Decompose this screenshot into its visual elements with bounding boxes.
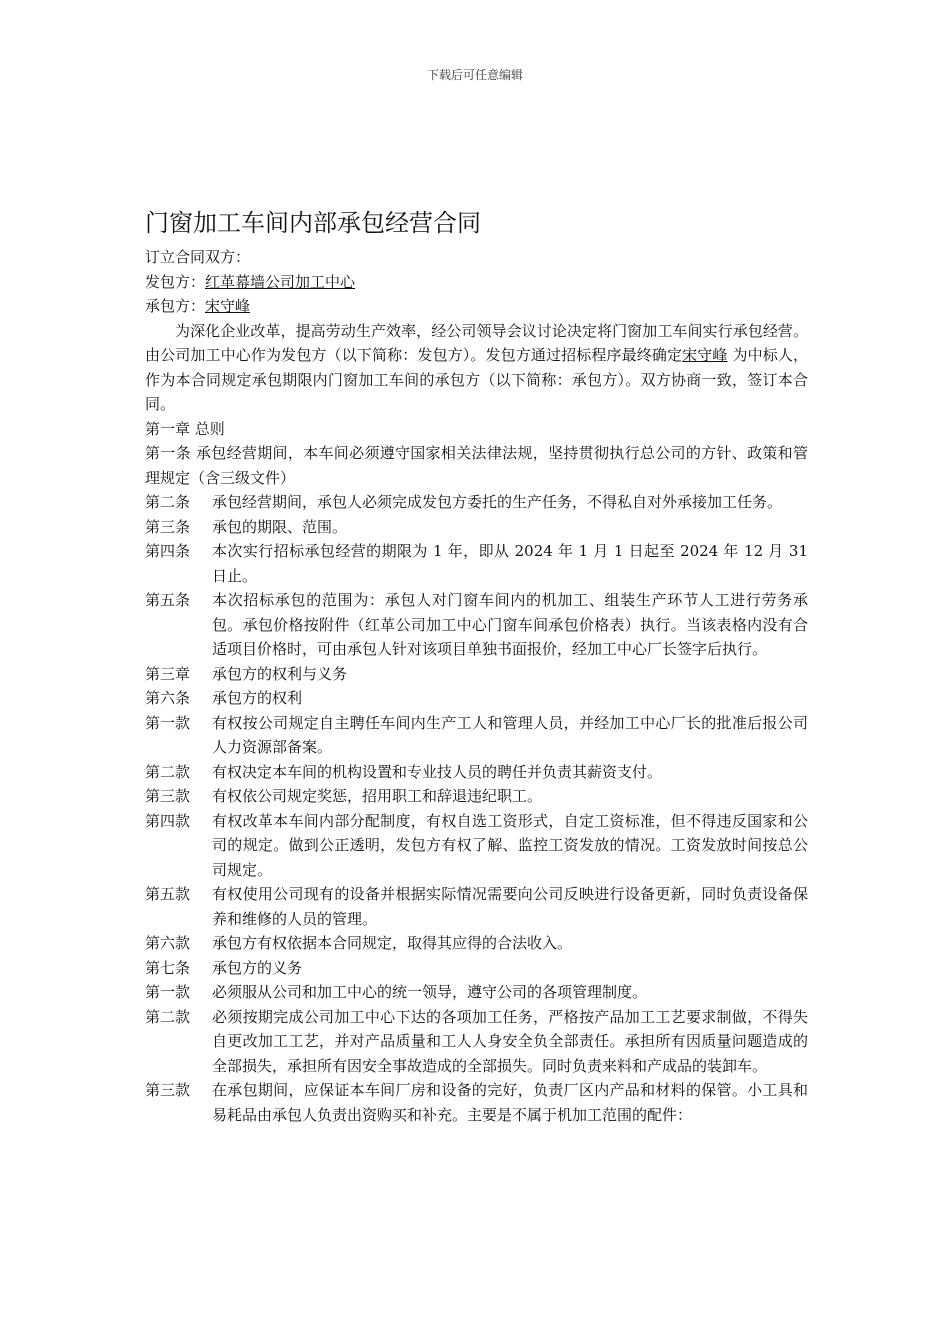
parties-intro: 订立合同双方： bbox=[145, 248, 251, 266]
clause-label: 第三款 bbox=[145, 1081, 191, 1099]
clause-item bbox=[145, 931, 808, 956]
clause-item bbox=[145, 760, 808, 785]
chapter-heading: 第一章 总则 bbox=[145, 419, 225, 438]
clause-label: 第三款 bbox=[145, 787, 191, 805]
clause-item bbox=[145, 588, 808, 662]
clause-item bbox=[145, 980, 808, 1005]
clause-label: 第二条 bbox=[145, 493, 191, 511]
article-1: 第一条 承包经营期间，本车间必须遵守国家相关法律法规，坚持贯彻执行总公司的方针、政策和管理规定（含三级文件） bbox=[145, 444, 808, 487]
clause-label: 第二款 bbox=[145, 762, 191, 781]
issuer-line bbox=[145, 270, 808, 295]
clause-label: 第一款 bbox=[145, 713, 191, 732]
clause-text: 必须按期完成公司加工中心下达的各项加工任务，严格按产品加工工艺要求制做，不得失自更改加工工艺，并对产品质量和工人人身安全负全部责任。承担所有因质量问题造成的全部损失，承担所有因安全事故造成的全部损失。同时负责来料和产成品的装卸车。 bbox=[212, 1007, 808, 1075]
clause-label: 第二款 bbox=[145, 1007, 191, 1026]
clause-list bbox=[145, 490, 808, 1127]
clause-text: 有权使用公司现有的设备并根据实际情况需要向公司反映进行设备更新，同时负责设备保养和维修的人员的管理。 bbox=[212, 885, 808, 928]
clause-item bbox=[145, 882, 808, 931]
clause-label: 第三章 bbox=[145, 664, 191, 683]
clause-text: 承包方有权依据本合同规定，取得其应得的合法收入。 bbox=[212, 934, 573, 952]
clause-text: 承包方的权利 bbox=[212, 689, 303, 707]
clause-text: 有权改革本车间内部分配制度，有权自选工资形式，自定工资标准，但不得违反国家和公司的规定。做到公正透明，发包方有权了解、监控工资发放的情况。工资发放时间按总公司规定。 bbox=[212, 811, 808, 879]
clause-item bbox=[145, 662, 808, 687]
clause-label: 第六条 bbox=[145, 689, 191, 707]
clause-text: 有权依公司规定奖惩，招用职工和辞退违纪职工。 bbox=[212, 787, 543, 805]
clause-text: 承包经营期间，承包人必须完成发包方委托的生产任务，不得私自对外承接加工任务。 bbox=[212, 493, 783, 511]
clause-text: 有权决定本车间的机构设置和专业技人员的聘任并负责其薪资支付。 bbox=[212, 762, 663, 781]
clause-text: 必须服从公司和加工中心的统一领导，遵守公司的各项管理制度。 bbox=[212, 983, 648, 1001]
clause-text: 承包方的权利与义务 bbox=[212, 664, 348, 683]
clause-label: 第一款 bbox=[145, 983, 191, 1001]
preamble-part2: 为中标人，作为本合同规定承包期限内门窗加工车间的承包方（以下简称：承包方）。双方协商一致，签订本合同。 bbox=[145, 346, 808, 413]
contractor-line bbox=[145, 294, 808, 319]
clause-text: 有权按公司规定自主聘任车间内生产工人和管理人员，并经加工中心厂长的批准后报公司人力资源部备案。 bbox=[212, 713, 808, 756]
clause-item bbox=[145, 490, 808, 515]
clause-item bbox=[145, 784, 808, 809]
clause-item bbox=[145, 711, 808, 760]
issuer-label: 发包方： bbox=[145, 272, 206, 291]
clause-label: 第四款 bbox=[145, 811, 191, 830]
preamble-winner-name: 宋守峰 bbox=[682, 346, 728, 364]
clause-text: 本次招标承包的范围为：承包人对门窗车间内的机加工、组装生产环节人工进行劳务承包。承包价格按附件（红革公司加工中心门窗车间承包价格表）执行。当该表格内没有合适项目价格时，可由承包人针对该项目单独书面报价，经加工中心厂长签字后执行。 bbox=[212, 591, 808, 658]
clause-label: 第七条 bbox=[145, 958, 191, 977]
clause-item bbox=[145, 956, 808, 981]
clause-text: 承包的期限、范围。 bbox=[212, 517, 348, 536]
document-body bbox=[145, 206, 808, 1127]
contractor-name: 宋守峰 bbox=[205, 297, 251, 315]
issuer-name: 红革幕墙公司加工中心 bbox=[205, 272, 356, 291]
clause-label: 第四条 bbox=[145, 542, 191, 560]
clause-item bbox=[145, 686, 808, 711]
page-header: 下载后可任意编辑 bbox=[426, 68, 523, 82]
clause-label: 第五款 bbox=[145, 885, 191, 903]
preamble-paragraph bbox=[145, 319, 808, 417]
clause-label: 第六款 bbox=[145, 934, 191, 952]
preamble-part1: 为深化企业改革，提高劳动生产效率，经公司领导会议讨论决定将门窗加工车间实行承包经营。由公司加工中心作为发包方（以下简称：发包方）。发包方通过招标程序最终确定 bbox=[145, 321, 808, 364]
clause-label: 第三条 bbox=[145, 517, 191, 536]
clause-item bbox=[145, 1078, 808, 1127]
clause-text: 在承包期间，应保证本车间厂房和设备的完好，负责厂区内产品和材料的保管。小工具和易耗品由承包人负责出资购买和补充。主要是不属于机加工范围的配件： bbox=[212, 1081, 808, 1124]
clause-item bbox=[145, 809, 808, 883]
clause-item bbox=[145, 515, 808, 540]
clause-item bbox=[145, 1005, 808, 1079]
clause-text: 本次实行招标承包经营的期限为 1 年，即从 2024 年 1 月 1 日起至 2024 年 12 月 31 日止。 bbox=[212, 542, 808, 585]
clause-item bbox=[145, 539, 808, 588]
clause-text: 承包方的义务 bbox=[212, 958, 303, 977]
contractor-label: 承包方： bbox=[145, 297, 206, 315]
clause-label: 第五条 bbox=[145, 591, 191, 609]
document-title: 门窗加工车间内部承包经营合同 bbox=[145, 209, 481, 237]
